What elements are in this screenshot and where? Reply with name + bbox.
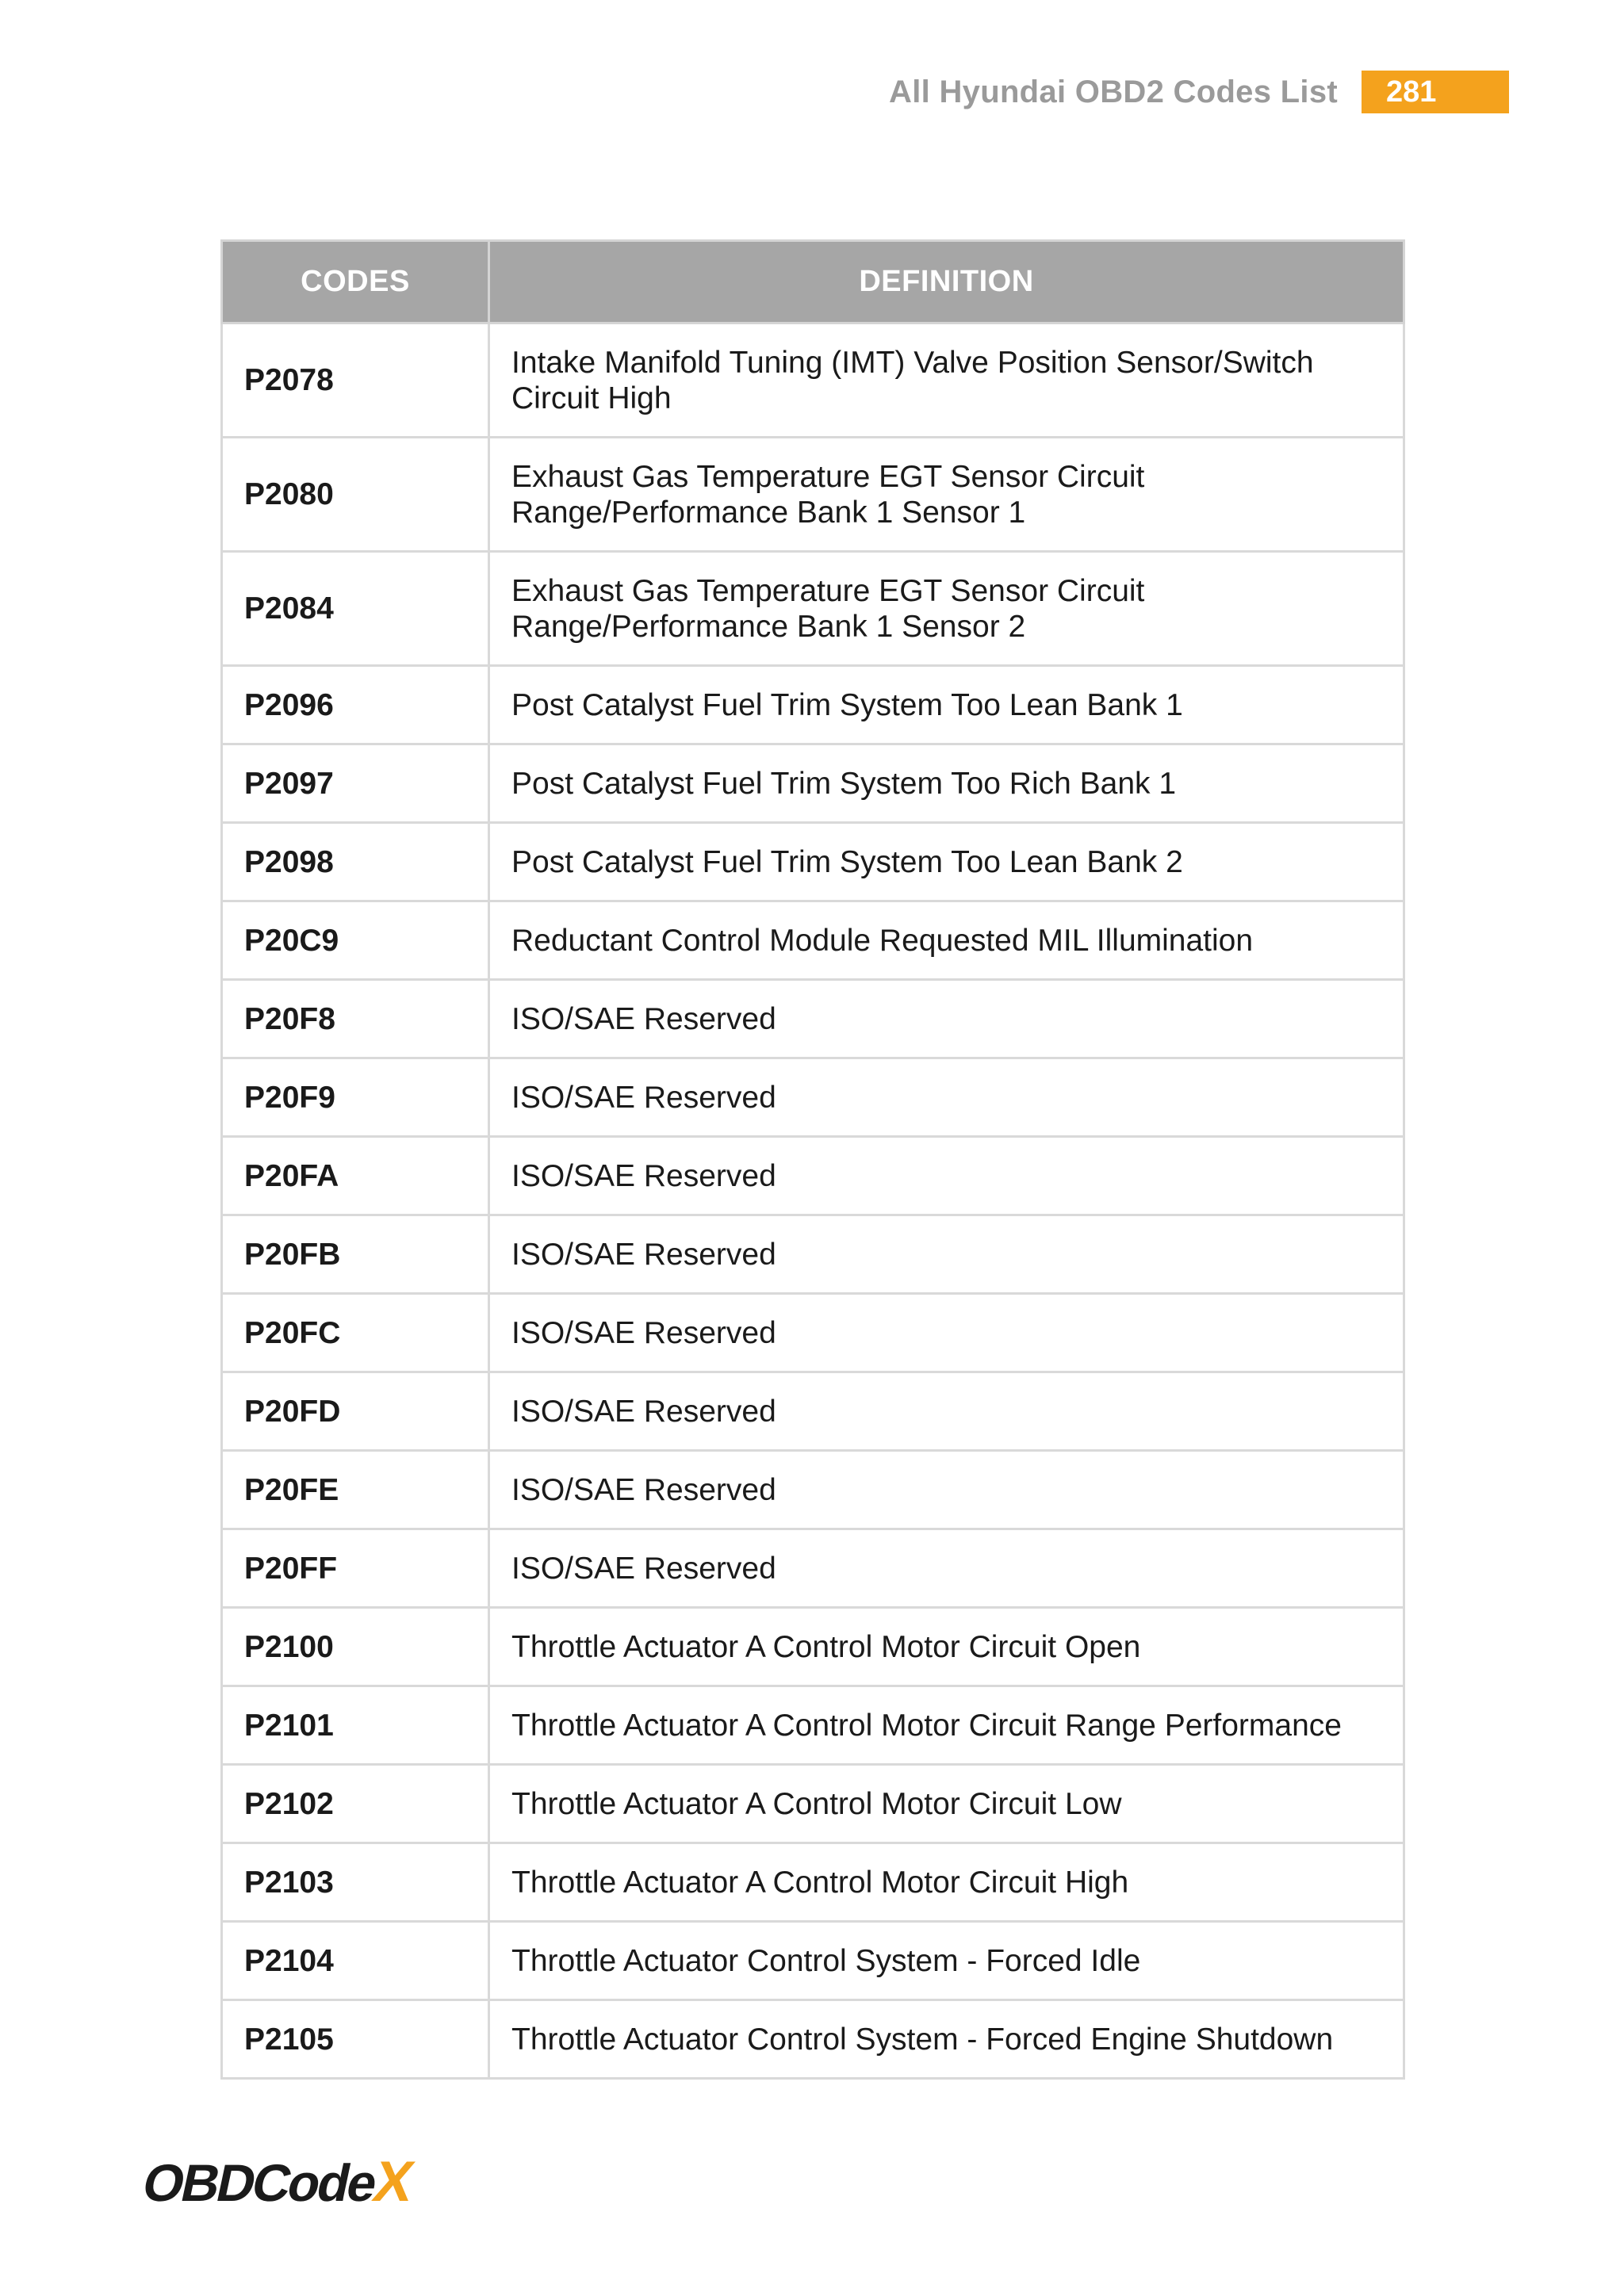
definition-line: Throttle Actuator Control System - Forced Idle — [511, 1943, 1141, 1978]
code-cell: P2097 — [222, 744, 489, 823]
definition-cell — [489, 1058, 1404, 1137]
table-row — [222, 1686, 1404, 1765]
svg-text:OBDCodeX — [137, 2150, 419, 2214]
definition-line: Throttle Actuator A Control Motor Circuit High — [511, 1865, 1129, 1900]
code-cell: P20C9 — [222, 901, 489, 980]
definition-cell — [489, 552, 1404, 666]
code-cell: P2102 — [222, 1765, 489, 1843]
table-row — [222, 1058, 1404, 1137]
code-cell: P2084 — [222, 552, 489, 666]
definition-line: ISO/SAE Reserved — [511, 1001, 776, 1036]
table-row — [222, 2000, 1404, 2079]
definition-line: Post Catalyst Fuel Trim System Too Rich Bank 1 — [511, 766, 1177, 801]
codes-table-container — [220, 239, 1405, 2080]
table-row — [222, 823, 1404, 901]
code-cell: P2098 — [222, 823, 489, 901]
table-row — [222, 1215, 1404, 1294]
definition-cell — [489, 901, 1404, 980]
definition-cell — [489, 1922, 1404, 2000]
definition-line: Range/Performance Bank 1 Sensor 2 — [511, 609, 1026, 644]
definition-cell — [489, 1765, 1404, 1843]
table-row — [222, 552, 1404, 666]
code-cell: P20FB — [222, 1215, 489, 1294]
definition-line: ISO/SAE Reserved — [511, 1237, 776, 1272]
table-row — [222, 1372, 1404, 1451]
code-cell: P2104 — [222, 1922, 489, 2000]
definition-line: Throttle Actuator A Control Motor Circuit Range Performance — [511, 1708, 1342, 1743]
table-row — [222, 1137, 1404, 1215]
code-cell: P20FF — [222, 1529, 489, 1608]
column-header-codes: CODES — [222, 241, 489, 323]
definition-cell — [489, 1843, 1404, 1922]
column-header-definition: DEFINITION — [489, 241, 1404, 323]
definition-cell — [489, 666, 1404, 744]
table-row — [222, 666, 1404, 744]
table-row — [222, 1294, 1404, 1372]
table-row — [222, 1608, 1404, 1686]
definition-line: Reductant Control Module Requested MIL Illumination — [511, 923, 1254, 958]
definition-cell — [489, 1137, 1404, 1215]
definition-line: ISO/SAE Reserved — [511, 1080, 776, 1115]
code-cell: P2105 — [222, 2000, 489, 2079]
code-cell: P20F9 — [222, 1058, 489, 1137]
code-cell: P2101 — [222, 1686, 489, 1765]
definition-line: ISO/SAE Reserved — [511, 1315, 776, 1350]
table-row — [222, 980, 1404, 1058]
table-row — [222, 1765, 1404, 1843]
definition-cell — [489, 438, 1404, 552]
table-header-row — [222, 241, 1404, 323]
code-cell: P20FD — [222, 1372, 489, 1451]
table-row — [222, 901, 1404, 980]
definition-cell — [489, 1686, 1404, 1765]
table-row — [222, 1529, 1404, 1608]
code-cell: P20FA — [222, 1137, 489, 1215]
page-header — [889, 70, 1509, 114]
definition-cell — [489, 1372, 1404, 1451]
definition-cell — [489, 980, 1404, 1058]
code-cell: P2078 — [222, 323, 489, 438]
code-cell: P2103 — [222, 1843, 489, 1922]
page-number-badge: 281 — [1362, 71, 1509, 113]
definition-line: ISO/SAE Reserved — [511, 1551, 776, 1586]
code-cell: P2096 — [222, 666, 489, 744]
code-cell: P20FE — [222, 1451, 489, 1529]
definition-cell — [489, 323, 1404, 438]
definition-cell — [489, 2000, 1404, 2079]
definition-line: Throttle Actuator A Control Motor Circuit Low — [511, 1786, 1122, 1821]
definition-cell — [489, 744, 1404, 823]
codes-table — [220, 239, 1405, 2080]
definition-line: Exhaust Gas Temperature EGT Sensor Circuit — [511, 459, 1145, 494]
table-row — [222, 323, 1404, 438]
table-row — [222, 1843, 1404, 1922]
code-cell: P2100 — [222, 1608, 489, 1686]
definition-line: Exhaust Gas Temperature EGT Sensor Circuit — [511, 573, 1145, 608]
definition-cell — [489, 1294, 1404, 1372]
definition-line: Post Catalyst Fuel Trim System Too Lean Bank 1 — [511, 687, 1183, 722]
code-cell: P20F8 — [222, 980, 489, 1058]
definition-line: ISO/SAE Reserved — [511, 1472, 776, 1507]
table-row — [222, 744, 1404, 823]
definition-line: Circuit High — [511, 381, 672, 415]
table-row — [222, 1451, 1404, 1529]
definition-cell — [489, 1529, 1404, 1608]
definition-line: Intake Manifold Tuning (IMT) Valve Position Sensor/Switch — [511, 345, 1314, 380]
definition-line: Throttle Actuator A Control Motor Circuit Open — [511, 1629, 1141, 1664]
definition-cell — [489, 1608, 1404, 1686]
table-body — [222, 323, 1404, 2079]
code-cell: P20FC — [222, 1294, 489, 1372]
definition-line: Throttle Actuator Control System - Forced Engine Shutdown — [511, 2022, 1334, 2057]
definition-line: Post Catalyst Fuel Trim System Too Lean Bank 2 — [511, 844, 1183, 879]
definition-line: ISO/SAE Reserved — [511, 1394, 776, 1429]
code-cell: P2080 — [222, 438, 489, 552]
definition-cell — [489, 823, 1404, 901]
document-title: All Hyundai OBD2 Codes List — [889, 74, 1338, 109]
definition-line: Range/Performance Bank 1 Sensor 1 — [511, 495, 1026, 530]
logo-accent-x: X — [368, 2149, 418, 2214]
obdcodex-logo — [136, 2149, 418, 2214]
table-row — [222, 1922, 1404, 2000]
definition-cell — [489, 1215, 1404, 1294]
table-row — [222, 438, 1404, 552]
logo-main-text: OBDCode — [137, 2154, 381, 2213]
definition-line: ISO/SAE Reserved — [511, 1158, 776, 1193]
definition-cell — [489, 1451, 1404, 1529]
